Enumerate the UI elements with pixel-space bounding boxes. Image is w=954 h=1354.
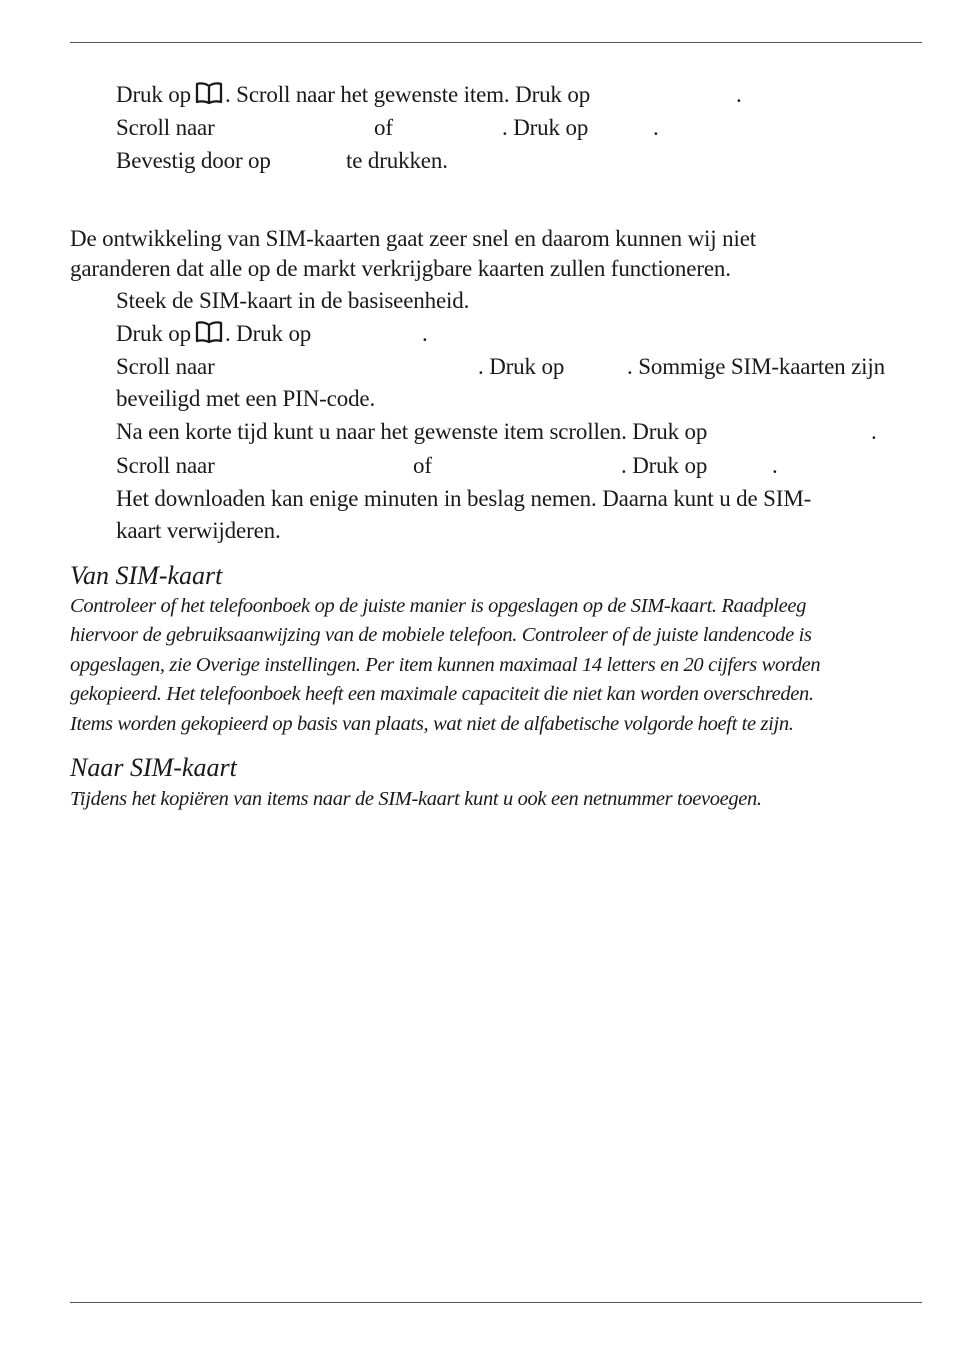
step-text: of bbox=[413, 453, 432, 478]
step-line-1 bbox=[116, 80, 742, 110]
naar-sim-line: Tijdens het kopiëren van items naar de SIM-kaart kunt u ook een netnummer toevoegen. bbox=[70, 788, 762, 810]
footer-rule bbox=[70, 1302, 922, 1303]
step-text: . Druk op bbox=[621, 453, 708, 478]
step-text: Scroll naar bbox=[116, 354, 215, 379]
step-text: Bevestig door op bbox=[116, 148, 271, 173]
step-text: . bbox=[772, 453, 778, 478]
step-text: . bbox=[736, 82, 742, 107]
section-heading-naar-sim: Naar SIM-kaart bbox=[70, 753, 237, 782]
section-heading-van-sim: Van SIM-kaart bbox=[70, 561, 223, 590]
step-text: Druk op bbox=[116, 82, 191, 107]
intro-line-2: garanderen dat alle op de markt verkrijgbare kaarten zullen functioneren. bbox=[70, 256, 731, 281]
step-text: Na een korte tijd kunt u naar het gewenste item scrollen. Druk op bbox=[116, 419, 708, 444]
van-sim-line: gekopieerd. Het telefoonboek heeft een maximale capaciteit die niet kan worden overschreden. bbox=[70, 683, 814, 705]
van-sim-line: hiervoor de gebruiksaanwijzing van de mobiele telefoon. Controleer of de juiste landencode is bbox=[70, 624, 812, 646]
book-icon bbox=[194, 320, 224, 344]
step-text: . bbox=[422, 321, 428, 346]
step-text: . bbox=[653, 115, 659, 140]
van-sim-line: Items worden gekopieerd op basis van plaats, wat niet de alfabetische volgorde hoeft te zijn. bbox=[70, 713, 794, 735]
step-text: . Druk op bbox=[224, 321, 312, 346]
step-text: . Sommige SIM-kaarten zijn bbox=[627, 354, 885, 379]
van-sim-line: Controleer of het telefoonboek op de juiste manier is opgeslagen op de SIM-kaart. Raadpleeg bbox=[70, 595, 806, 617]
step2-line-6b: kaart verwijderen. bbox=[116, 518, 281, 543]
intro-line-1: De ontwikkeling van SIM-kaarten gaat zeer snel en daarom kunnen wij niet bbox=[70, 226, 756, 251]
step-text: . Druk op bbox=[478, 354, 565, 379]
step-text: . Scroll naar het gewenste item. Druk op bbox=[224, 82, 591, 107]
van-sim-line: opgeslagen, zie Overige instellingen. Per item kunnen maximaal 14 letters en 20 cijfers worden bbox=[70, 654, 821, 676]
step-text: . bbox=[871, 419, 877, 444]
step-text: Scroll naar bbox=[116, 453, 215, 478]
header-rule bbox=[70, 42, 922, 43]
step2-line-1: Steek de SIM-kaart in de basiseenheid. bbox=[116, 288, 470, 313]
step-text: . Druk op bbox=[502, 115, 589, 140]
step-text: te drukken. bbox=[346, 148, 448, 173]
step-text: Druk op bbox=[116, 321, 191, 346]
step2-line-3b: beveiligd met een PIN-code. bbox=[116, 386, 376, 411]
book-icon bbox=[194, 81, 224, 105]
step2-line-2 bbox=[116, 319, 428, 349]
step2-line-6: Het downloaden kan enige minuten in beslag nemen. Daarna kunt u de SIM- bbox=[116, 486, 812, 511]
step-text: of bbox=[374, 115, 393, 140]
step-text: Scroll naar bbox=[116, 115, 215, 140]
